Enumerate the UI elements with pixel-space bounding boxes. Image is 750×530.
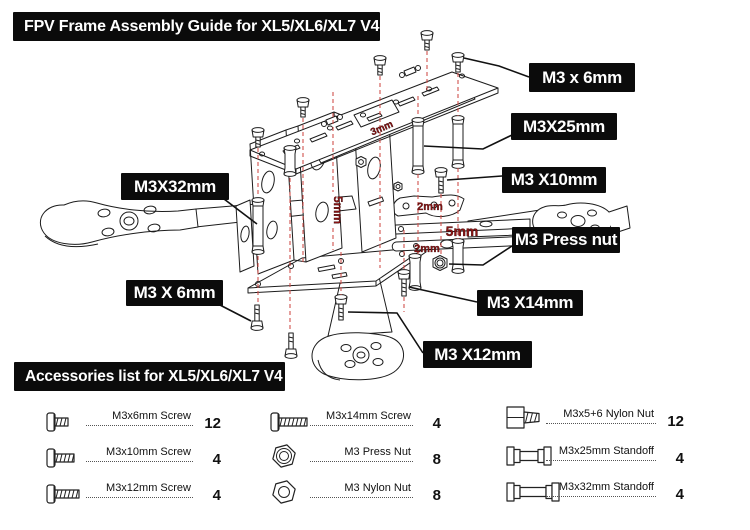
standoff-m3x25-a	[412, 118, 424, 175]
label-m3x10mm: M3 X10mm	[502, 167, 606, 193]
accessory-qty: 12	[204, 415, 221, 432]
label-m3x14mm: M3 X14mm	[477, 290, 583, 316]
label-m3-press-nut: M3 Press nut	[512, 227, 620, 253]
accessory-qty: 8	[432, 487, 441, 504]
dotted-leader	[310, 461, 413, 462]
accessory-qty: 4	[675, 486, 684, 503]
label-m3x6mm-bottom: M3 X 6mm	[126, 280, 223, 306]
accessory-row	[270, 474, 441, 504]
nylon-standoff-nut-icon	[506, 404, 544, 432]
accessory-row	[46, 474, 221, 504]
accessory-qty: 4	[212, 487, 221, 504]
label-m3x6mm-top: M3 x 6mm	[529, 63, 635, 92]
dotted-leader	[86, 461, 193, 462]
mid-spacer-text: 5mm	[445, 223, 479, 239]
accessory-label: M3x14mm Screw	[326, 410, 411, 422]
screw-long-icon	[46, 482, 86, 506]
accessories-title: Accessories list for XL5/XL6/XL7 V4	[14, 362, 285, 391]
accessory-row	[270, 402, 441, 432]
accessory-label: M3x6mm Screw	[112, 410, 191, 422]
standoff-m3x32	[252, 198, 264, 255]
accessory-qty: 4	[432, 415, 441, 432]
accessory-label: M3x10mm Screw	[106, 446, 191, 458]
nylon-nut-icon	[270, 478, 298, 506]
rod-offset-text: 3mm	[369, 119, 395, 139]
accessory-qty: 4	[675, 450, 684, 467]
label-m3x32mm: M3X32mm	[121, 173, 229, 200]
dotted-leader	[546, 423, 656, 424]
accessory-label: M3x5+6 Nylon Nut	[563, 408, 654, 420]
accessory-row	[46, 438, 221, 468]
standoff-m3x25-b	[452, 116, 464, 169]
accessory-label: M3 Press Nut	[344, 446, 411, 458]
dotted-leader	[546, 496, 656, 497]
screw-short-icon	[46, 410, 76, 434]
dotted-leader	[310, 425, 413, 426]
standoff-32mm-icon	[506, 479, 562, 505]
label-m3x12mm: M3 X12mm	[423, 341, 532, 368]
accessory-label: M3x12mm Screw	[106, 482, 191, 494]
accessory-row	[270, 438, 441, 468]
accessory-qty: 8	[432, 451, 441, 468]
page-title: FPV Frame Assembly Guide for XL5/XL6/XL7 V4	[13, 12, 380, 41]
dotted-leader	[546, 460, 656, 461]
accessory-label: M3x25mm Standoff	[558, 445, 654, 457]
dotted-leader	[86, 497, 193, 498]
accessory-qty: 4	[212, 451, 221, 468]
accessory-label: M3x32mm Standoff	[558, 481, 654, 493]
vertical-offset-text: 5mm	[331, 195, 345, 225]
accessory-row	[506, 473, 684, 503]
accessory-row	[46, 402, 221, 432]
standoff-25mm-icon	[506, 443, 554, 469]
accessory-qty: 12	[667, 413, 684, 430]
press-nut-part	[433, 256, 447, 271]
standoff-short-left	[284, 146, 296, 177]
upper-spacer-text: 2mm	[417, 201, 443, 213]
standoff-short-right-a	[409, 254, 421, 291]
standoff-short-right-b	[452, 239, 464, 274]
accessory-row	[506, 400, 684, 430]
press-nut-icon	[270, 442, 298, 470]
accessory-label: M3 Nylon Nut	[344, 482, 411, 494]
screw-extra-long-icon	[270, 410, 314, 434]
dotted-leader	[86, 425, 193, 426]
screw-medium-icon	[46, 446, 82, 470]
lower-spacer-text: 2mm	[414, 243, 440, 255]
label-m3x25mm: M3X25mm	[511, 113, 617, 140]
accessory-row	[506, 437, 684, 467]
dotted-leader	[310, 497, 413, 498]
